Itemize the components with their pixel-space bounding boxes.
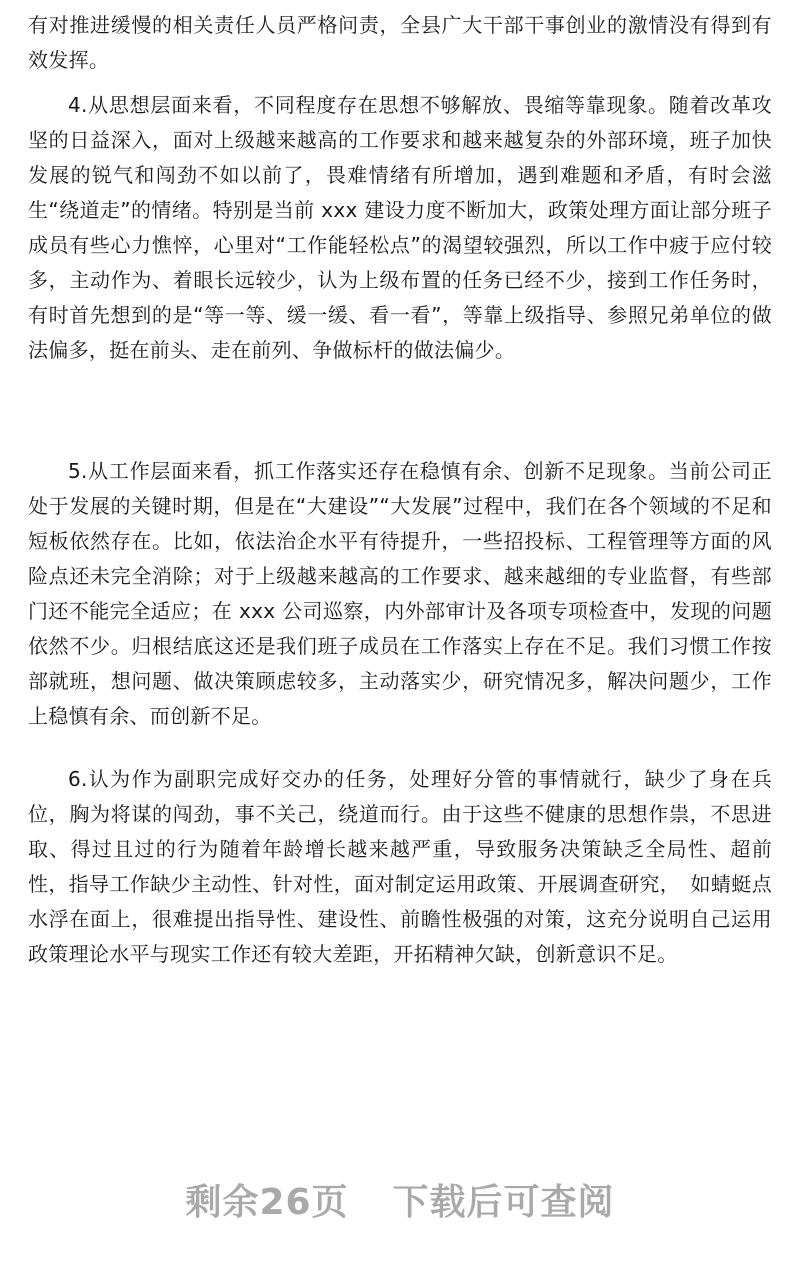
download-prompt[interactable] [0,1174,800,1225]
remaining-pages-label[interactable]: 剩余26页 [185,1182,349,1223]
paragraph-5: 5.从工作层面来看，抓工作落实还存在稳慎有余、创新不足现象。当前公司正处于发展的关键时期，但是在“大建设”“大发展”过程中，我们在各个领域的不足和短板依然存在。比如，依法治企水平有待提升，一些招投标、工程管理等方面的风险点还未完全消除；对于上级越来越高的工作要求、越来越细的专业监督，有些部门还不能完全适应；在 xxx 公司巡察，内外部审计及各项专项检查中，发现的问题依然不少。归根结底这还是我们班子成员在工作落实上存在不足。我们习惯工作按部就班，想问题、做决策顾虑较多，主动落实少，研究情况多，解决问题少，工作上稳慎有余、而创新不足。 [28,459,772,728]
paragraph-4: 4.从思想层面来看，不同程度存在思想不够解放、畏缩等靠现象。随着改革攻坚的日益深入，面对上级越来越高的工作要求和越来越复杂的外部环境，班子加快发展的锐气和闯劲不如以前了，畏难情绪有所增加，遇到难题和矛盾，有时会滋生“绕道走”的情绪。特别是当前 xxx 建设力度不断加大，政策处理方面让部分班子成员有些心力憔悴，心里对“工作能轻松点”的渴望较强烈，所以工作中疲于应付较多，主动作为、着眼长远较少，认为上级布置的任务已经不少，接到工作任务时，有时首先想到的是“等一等、缓一缓、看一看”，等靠上级指导、参照兄弟单位的做法偏多，挺在前头、走在前列、争做标杆的做法偏少。 [28,93,772,362]
paragraph-6: 6.认为作为副职完成好交办的任务，处理好分管的事情就行，缺少了身在兵位，胸为将谋的闯劲，事不关己，绕道而行。由于这些不健康的思想作祟，不思进取、得过且过的行为随着年龄增长越来越严重，导致服务决策缺乏全局性、超前性，指导工作缺少主动性、针对性，面对制定运用政策、开展调查研究， 如蜻蜓点水浮在面上，很难提出指导性、建设性、前瞻性极强的对策，这充分说明自己运用政策理论水平与现实工作还有较大差距，开拓精神欠缺，创新意识不足。 [28,767,772,966]
download-to-view-label[interactable]: 下载后可查阅 [392,1182,615,1223]
paragraph-continuation: 有对推进缓慢的相关责任人员严格问责，全县广大干部干事创业的激情没有得到有效发挥。 [28,13,772,72]
